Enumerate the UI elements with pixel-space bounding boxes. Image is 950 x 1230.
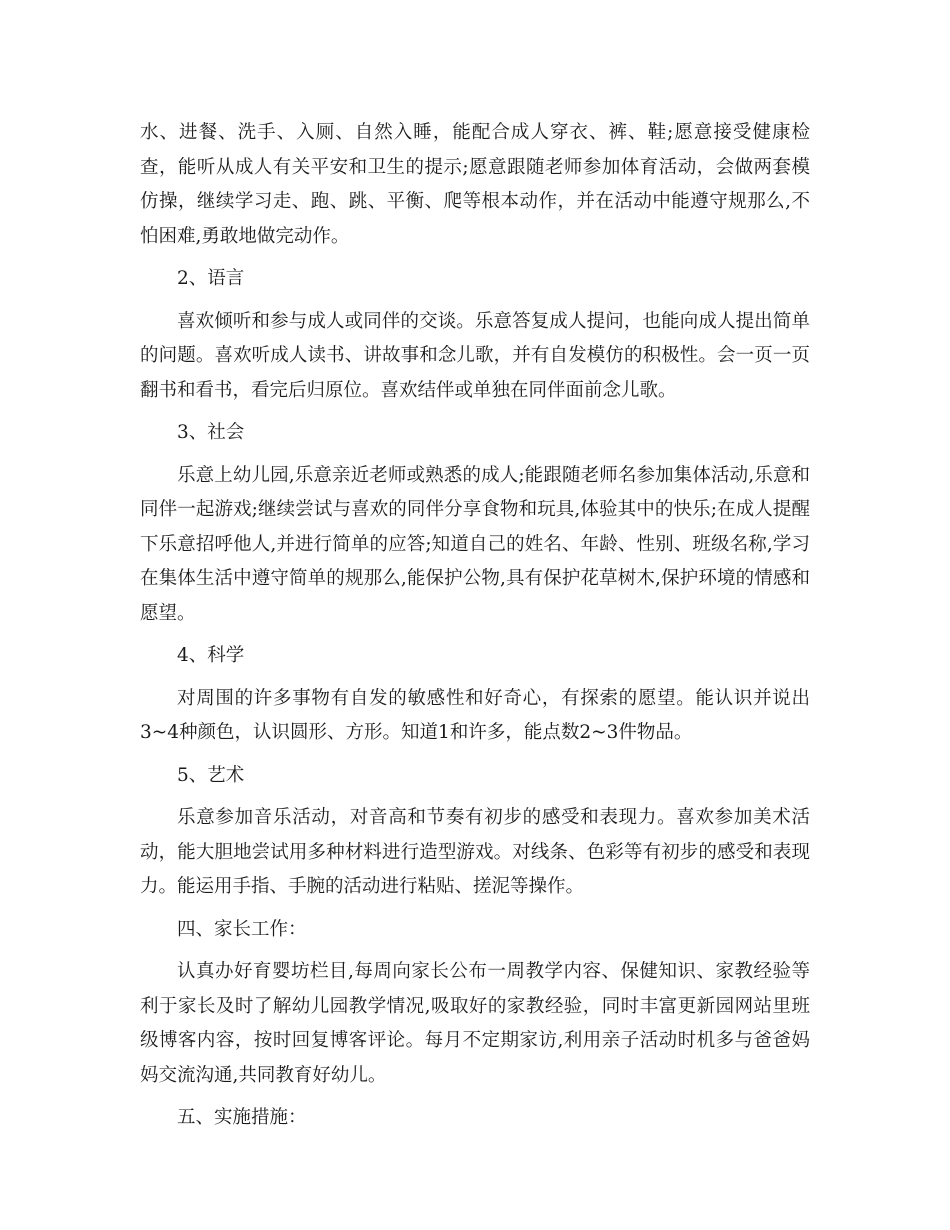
section-heading-implementation: 五、实施措施： xyxy=(177,1107,307,1128)
paragraph-health-continued: 水、进餐、洗手、入厕、自然入睡，能配合成人穿衣、裤、鞋;愿意接受健康检查，能听从成人有关平安和卫生的提示;愿意跟随老师参加体育活动，会做两套模仿操，继续学习走、跑、跳、平衡、爬等根本动作，并在活动中能遵守规那么,不怕困难,勇敢地做完动作。 xyxy=(140,122,810,247)
paragraph-science: 对周围的许多事物有自发的敏感性和好奇心，有探索的愿望。能认识并说出3~4种颜色，认识圆形、方形。知道1和许多，能点数2~3件物品。 xyxy=(140,687,810,743)
section-heading-society: 3、社会 xyxy=(177,422,245,443)
section-heading-science: 4、科学 xyxy=(177,645,245,666)
section-heading-language: 2、语言 xyxy=(177,268,245,289)
paragraph-society: 乐意上幼儿园,乐意亲近老师或熟悉的成人;能跟随老师名参加集体活动,乐意和同伴一起游戏;继续尝试与喜欢的同伴分享食物和玩具,体验其中的快乐;在成人提醒下乐意招呼他人,并进行简单的应答;知道自己的姓名、年龄、性别、班级名称,学习在集体生活中遵守简单的规那么,能保护公物,具有保护花草树木,保护环境的情感和愿望。 xyxy=(140,464,810,624)
paragraph-parent-work: 认真办好育婴坊栏目,每周向家长公布一周教学内容、保健知识、家教经验等利于家长及时了解幼儿园教学情况,吸取好的家教经验，同时丰富更新园网站里班级博客内容，按时回复博客评论。每月不定期家访,利用亲子活动时机多与爸爸妈妈交流沟通,共同教育好幼儿。 xyxy=(140,961,810,1086)
section-heading-parent-work: 四、家长工作： xyxy=(177,918,307,940)
paragraph-language: 喜欢倾听和参与成人或同伴的交谈。乐意答复成人提问，也能向成人提出简单的问题。喜欢听成人读书、讲故事和念儿歌，并有自发模仿的积极性。会一页一页翻书和看书，看完后归原位。喜欢结伴或单独在同伴面前念儿歌。 xyxy=(140,310,810,401)
section-heading-art: 5、艺术 xyxy=(177,764,245,786)
document-body xyxy=(140,116,810,1136)
paragraph-art: 乐意参加音乐活动，对音高和节奏有初步的感受和表现力。喜欢参加美术活动，能大胆地尝试用多种材料进行造型游戏。对线条、色彩等有初步的感受和表现力。能运用手指、手腕的活动进行粘贴、搓泥等操作。 xyxy=(140,807,810,897)
